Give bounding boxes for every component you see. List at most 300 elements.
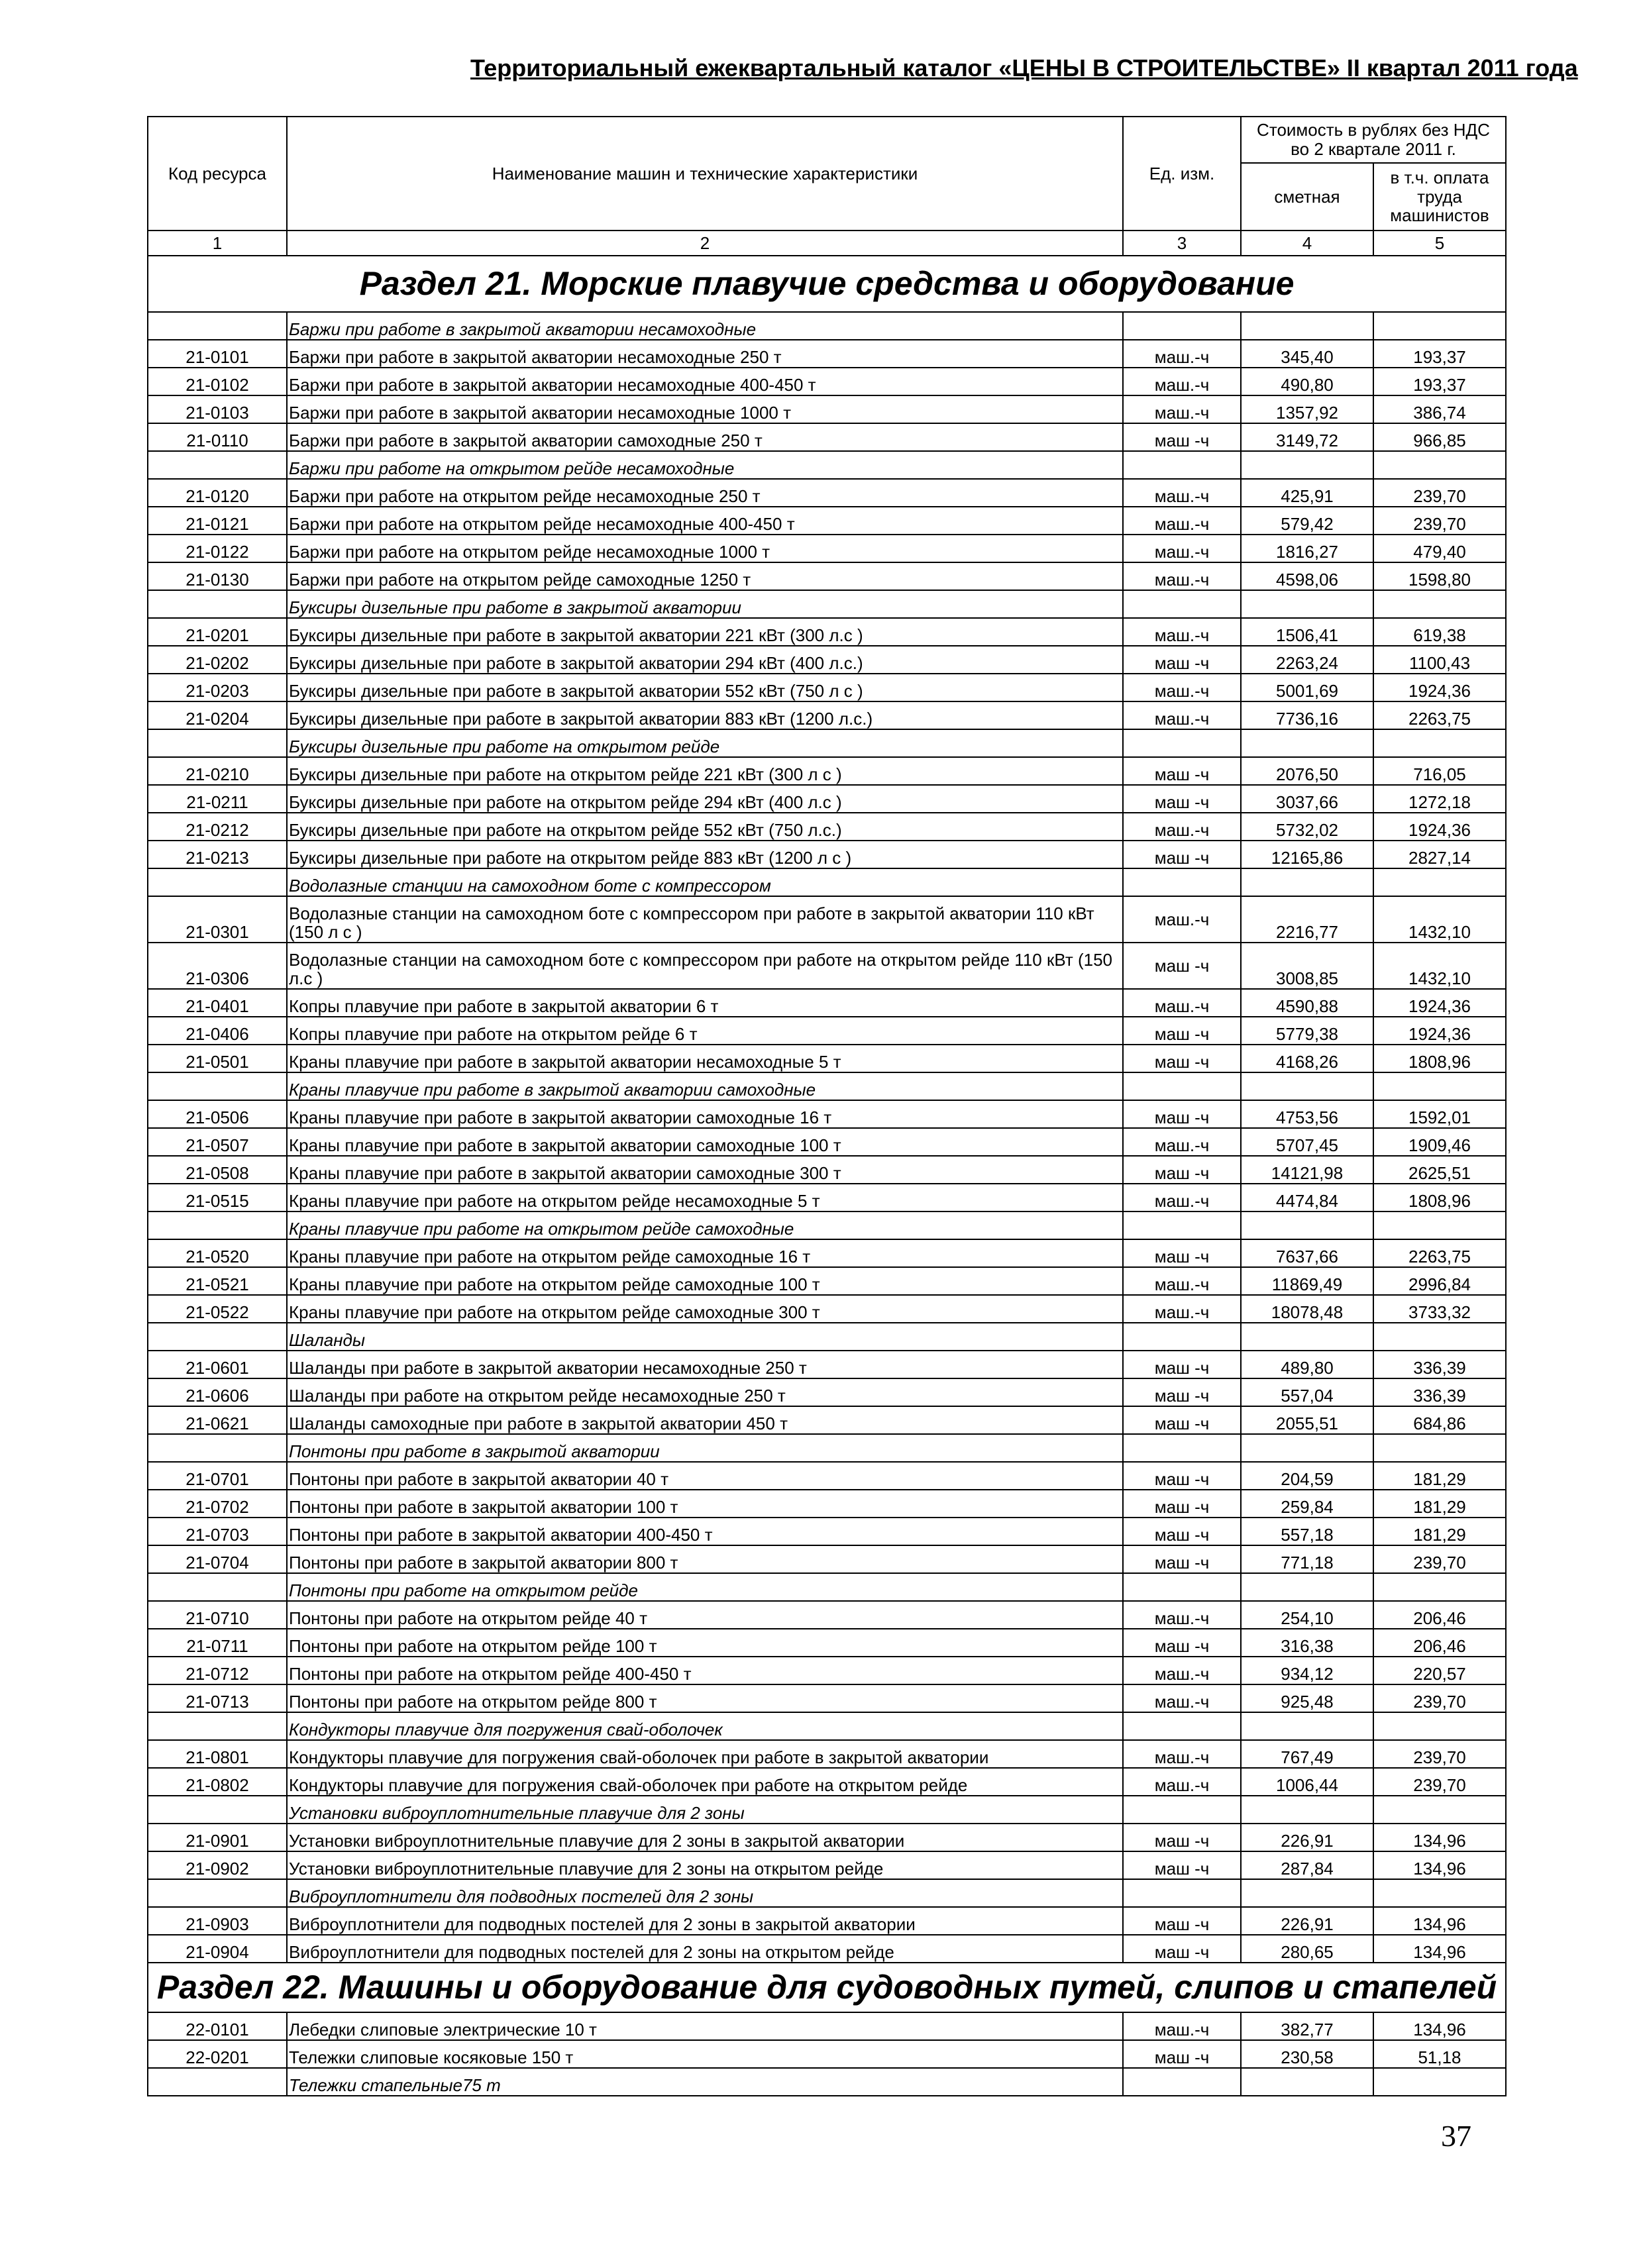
estimate-cost: 2055,51 <box>1241 1406 1373 1434</box>
labor-cost: 2996,84 <box>1373 1267 1506 1295</box>
unit-of-measure: маш -ч <box>1123 1490 1241 1518</box>
subgroup-title: Понтоны при работе в закрытой акватории <box>287 1434 1123 1462</box>
labor-cost: 2263,75 <box>1373 1239 1506 1267</box>
labor-cost: 2827,14 <box>1373 841 1506 868</box>
estimate-cost: 382,77 <box>1241 2012 1373 2040</box>
resource-code-cell <box>148 1573 287 1601</box>
resource-code: 21-0902 <box>148 1851 287 1879</box>
unit-of-measure: маш -ч <box>1123 1156 1241 1184</box>
labor-cost: 181,29 <box>1373 1462 1506 1490</box>
estimate-cost: 2263,24 <box>1241 646 1373 674</box>
estimate-cost: 5732,02 <box>1241 813 1373 841</box>
estimate-cell <box>1241 1796 1373 1824</box>
machine-name: Копры плавучие при работе в закрытой акватории 6 т <box>287 989 1123 1017</box>
machine-name: Понтоны при работе в закрытой акватории 400-450 т <box>287 1518 1123 1545</box>
estimate-cost: 2216,77 <box>1241 896 1373 943</box>
unit-of-measure: маш -ч <box>1123 1239 1241 1267</box>
resource-code-cell <box>148 451 287 479</box>
estimate-cost: 1816,27 <box>1241 535 1373 562</box>
page-header-title: Территориальный ежеквартальный каталог «ЦЕНЫ В СТРОИТЕЛЬСТВЕ» II квартал 2011 года <box>470 54 1578 81</box>
machine-name: Баржи при работе на открытом рейде самоходные 1250 т <box>287 562 1123 590</box>
table-row <box>148 1128 1506 1156</box>
unit-of-measure: маш -ч <box>1123 1351 1241 1378</box>
subgroup-row <box>148 1879 1506 1907</box>
machine-name: Баржи при работе в закрытой акватории самоходные 250 т <box>287 423 1123 451</box>
col-index: 5 <box>1373 231 1506 256</box>
resource-code-cell <box>148 1072 287 1100</box>
estimate-cost: 7637,66 <box>1241 1239 1373 1267</box>
labor-cost: 3733,32 <box>1373 1295 1506 1323</box>
machine-name: Буксиры дизельные при работе на открытом рейде 552 кВт (750 л.с.) <box>287 813 1123 841</box>
unit-of-measure: маш -ч <box>1123 757 1241 785</box>
section-title-row <box>148 256 1506 312</box>
subgroup-title: Баржи при работе на открытом рейде несамоходные <box>287 451 1123 479</box>
unit-of-measure: маш -ч <box>1123 943 1241 989</box>
table-row <box>148 1045 1506 1072</box>
resource-code: 22-0101 <box>148 2012 287 2040</box>
table-row <box>148 1017 1506 1045</box>
machine-name: Понтоны при работе в закрытой акватории 100 т <box>287 1490 1123 1518</box>
table-row <box>148 1518 1506 1545</box>
estimate-cell <box>1241 451 1373 479</box>
unit-of-measure: маш.-ч <box>1123 989 1241 1017</box>
labor-cell <box>1373 868 1506 896</box>
machine-name: Буксиры дизельные при работе в закрытой акватории 221 кВт (300 л.с ) <box>287 618 1123 646</box>
machine-name: Виброуплотнители для подводных постелей для 2 зоны на открытом рейде <box>287 1935 1123 1963</box>
unit-of-measure: маш -ч <box>1123 1824 1241 1851</box>
resource-code-cell <box>148 312 287 340</box>
labor-cost: 386,74 <box>1373 395 1506 423</box>
table-row <box>148 701 1506 729</box>
estimate-cost: 3149,72 <box>1241 423 1373 451</box>
estimate-cost: 287,84 <box>1241 1851 1373 1879</box>
labor-cost: 1924,36 <box>1373 1017 1506 1045</box>
resource-code: 21-0202 <box>148 646 287 674</box>
labor-cost: 181,29 <box>1373 1518 1506 1545</box>
labor-cost: 134,96 <box>1373 2012 1506 2040</box>
resource-code: 21-0713 <box>148 1684 287 1712</box>
resource-code: 21-0203 <box>148 674 287 701</box>
col-index: 1 <box>148 231 287 256</box>
table-row <box>148 562 1506 590</box>
col-header-labor: в т.ч. оплата труда машинистов <box>1373 163 1506 231</box>
resource-code: 21-0102 <box>148 368 287 395</box>
estimate-cost: 489,80 <box>1241 1351 1373 1378</box>
labor-cost: 1272,18 <box>1373 785 1506 813</box>
machine-name: Шаланды при работе на открытом рейде несамоходные 250 т <box>287 1378 1123 1406</box>
estimate-cost: 226,91 <box>1241 1907 1373 1935</box>
col-header-estimate: сметная <box>1241 163 1373 231</box>
machine-name: Баржи при работе в закрытой акватории несамоходные 1000 т <box>287 395 1123 423</box>
resource-code: 21-0406 <box>148 1017 287 1045</box>
labor-cell <box>1373 1879 1506 1907</box>
labor-cost: 1598,80 <box>1373 562 1506 590</box>
machine-name: Буксиры дизельные при работе в закрытой акватории 883 кВт (1200 л.с.) <box>287 701 1123 729</box>
labor-cost: 2625,51 <box>1373 1156 1506 1184</box>
table-row <box>148 1267 1506 1295</box>
estimate-cost: 579,42 <box>1241 507 1373 535</box>
labor-cell <box>1373 312 1506 340</box>
estimate-cell <box>1241 868 1373 896</box>
machine-name: Краны плавучие при работе в закрытой акватории самоходные 16 т <box>287 1100 1123 1128</box>
estimate-cost: 230,58 <box>1241 2040 1373 2068</box>
unit-of-measure: маш.-ч <box>1123 562 1241 590</box>
subgroup-title: Шаланды <box>287 1323 1123 1351</box>
table-row <box>148 1851 1506 1879</box>
labor-cell <box>1373 729 1506 757</box>
estimate-cost: 925,48 <box>1241 1684 1373 1712</box>
machine-name: Краны плавучие при работе на открытом рейде самоходные 100 т <box>287 1267 1123 1295</box>
resource-code: 21-0704 <box>148 1545 287 1573</box>
resource-code-cell <box>148 1434 287 1462</box>
table-row <box>148 785 1506 813</box>
resource-code: 21-0606 <box>148 1378 287 1406</box>
estimate-cell <box>1241 590 1373 618</box>
labor-cost: 336,39 <box>1373 1351 1506 1378</box>
resource-code: 21-0515 <box>148 1184 287 1211</box>
resource-code-cell <box>148 1796 287 1824</box>
table-row <box>148 813 1506 841</box>
resource-code: 21-0711 <box>148 1629 287 1657</box>
resource-code: 21-0801 <box>148 1740 287 1768</box>
machine-name: Буксиры дизельные при работе на открытом рейде 221 кВт (300 л с ) <box>287 757 1123 785</box>
labor-cost: 1808,96 <box>1373 1045 1506 1072</box>
table-row <box>148 423 1506 451</box>
subgroup-row <box>148 1211 1506 1239</box>
estimate-cost: 3037,66 <box>1241 785 1373 813</box>
labor-cell <box>1373 2068 1506 2096</box>
unit-of-measure: маш.-ч <box>1123 1657 1241 1684</box>
machine-name: Краны плавучие при работе на открытом рейде несамоходные 5 т <box>287 1184 1123 1211</box>
col-header-unit: Ед. изм. <box>1123 117 1241 231</box>
subgroup-title: Понтоны при работе на открытом рейде <box>287 1573 1123 1601</box>
machine-name: Понтоны при работе на открытом рейде 800 т <box>287 1684 1123 1712</box>
column-index-row <box>148 231 1506 256</box>
unit-cell <box>1123 1323 1241 1351</box>
labor-cost: 966,85 <box>1373 423 1506 451</box>
resource-code: 21-0601 <box>148 1351 287 1378</box>
estimate-cost: 18078,48 <box>1241 1295 1373 1323</box>
labor-cost: 51,18 <box>1373 2040 1506 2068</box>
subgroup-title: Буксиры дизельные при работе на открытом рейде <box>287 729 1123 757</box>
estimate-cost: 11869,49 <box>1241 1267 1373 1295</box>
subgroup-row <box>148 1434 1506 1462</box>
page-number: 37 <box>1441 2119 1471 2153</box>
unit-of-measure: маш -ч <box>1123 1518 1241 1545</box>
resource-code: 21-0712 <box>148 1657 287 1684</box>
resource-code: 21-0201 <box>148 618 287 646</box>
estimate-cost: 259,84 <box>1241 1490 1373 1518</box>
resource-code: 21-0521 <box>148 1267 287 1295</box>
machine-name: Баржи при работе на открытом рейде несамоходные 250 т <box>287 479 1123 507</box>
labor-cost: 1432,10 <box>1373 943 1506 989</box>
resource-code-cell <box>148 2068 287 2096</box>
labor-cost: 193,37 <box>1373 340 1506 368</box>
resource-code: 21-0213 <box>148 841 287 868</box>
labor-cost: 134,96 <box>1373 1824 1506 1851</box>
machine-name: Баржи при работе в закрытой акватории несамоходные 250 т <box>287 340 1123 368</box>
unit-cell <box>1123 1072 1241 1100</box>
machine-name: Кондукторы плавучие для погружения свай-оболочек при работе в закрытой акватории <box>287 1740 1123 1768</box>
table-header-row-1 <box>148 117 1506 163</box>
table-row <box>148 674 1506 701</box>
table-row <box>148 507 1506 535</box>
price-table <box>147 116 1507 2096</box>
subgroup-title: Буксиры дизельные при работе в закрытой акватории <box>287 590 1123 618</box>
resource-code-cell <box>148 1211 287 1239</box>
subgroup-title: Краны плавучие при работе на открытом рейде самоходные <box>287 1211 1123 1239</box>
machine-name: Лебедки слиповые электрические 10 т <box>287 2012 1123 2040</box>
machine-name: Краны плавучие при работе в закрытой акватории самоходные 100 т <box>287 1128 1123 1156</box>
table-row <box>148 1545 1506 1573</box>
estimate-cost: 4474,84 <box>1241 1184 1373 1211</box>
unit-of-measure: маш -ч <box>1123 646 1241 674</box>
unit-of-measure: маш.-ч <box>1123 340 1241 368</box>
col-index: 3 <box>1123 231 1241 256</box>
resource-code: 21-0122 <box>148 535 287 562</box>
machine-name: Понтоны при работе в закрытой акватории 40 т <box>287 1462 1123 1490</box>
resource-code: 21-0520 <box>148 1239 287 1267</box>
col-header-cost-group: Стоимость в рублях без НДС во 2 квартале 2011 г. <box>1241 117 1506 163</box>
resource-code: 21-0110 <box>148 423 287 451</box>
labor-cost: 220,57 <box>1373 1657 1506 1684</box>
unit-of-measure: маш -ч <box>1123 1545 1241 1573</box>
resource-code: 21-0904 <box>148 1935 287 1963</box>
table-row <box>148 943 1506 989</box>
estimate-cost: 345,40 <box>1241 340 1373 368</box>
estimate-cost: 767,49 <box>1241 1740 1373 1768</box>
section-title: Раздел 22. Машины и оборудование для судоводных путей, слипов и стапелей <box>148 1963 1506 2012</box>
resource-code: 21-0301 <box>148 896 287 943</box>
estimate-cell <box>1241 729 1373 757</box>
table-row <box>148 2012 1506 2040</box>
labor-cell <box>1373 1072 1506 1100</box>
unit-of-measure: маш -ч <box>1123 1629 1241 1657</box>
estimate-cost: 3008,85 <box>1241 943 1373 989</box>
section-title-row <box>148 1963 1506 2012</box>
resource-code: 21-0508 <box>148 1156 287 1184</box>
unit-cell <box>1123 590 1241 618</box>
unit-cell <box>1123 729 1241 757</box>
estimate-cell <box>1241 1072 1373 1100</box>
resource-code: 21-0507 <box>148 1128 287 1156</box>
resource-code: 21-0212 <box>148 813 287 841</box>
machine-name: Водолазные станции на самоходном боте с компрессором при работе в закрытой акватории 110 кВт (150 л с ) <box>287 896 1123 943</box>
resource-code: 21-0103 <box>148 395 287 423</box>
table-row <box>148 1295 1506 1323</box>
table-row <box>148 2040 1506 2068</box>
labor-cell <box>1373 451 1506 479</box>
estimate-cost: 14121,98 <box>1241 1156 1373 1184</box>
table-row <box>148 896 1506 943</box>
estimate-cost: 557,18 <box>1241 1518 1373 1545</box>
labor-cost: 1808,96 <box>1373 1184 1506 1211</box>
table-row <box>148 1740 1506 1768</box>
subgroup-row <box>148 1323 1506 1351</box>
machine-name: Водолазные станции на самоходном боте с компрессором при работе на открытом рейде 110 кВт (150 л.с ) <box>287 943 1123 989</box>
labor-cost: 134,96 <box>1373 1851 1506 1879</box>
estimate-cell <box>1241 1434 1373 1462</box>
labor-cost: 239,70 <box>1373 1545 1506 1573</box>
machine-name: Краны плавучие при работе на открытом рейде самоходные 300 т <box>287 1295 1123 1323</box>
subgroup-title: Установки виброуплотнительные плавучие для 2 зоны <box>287 1796 1123 1824</box>
unit-of-measure: маш.-ч <box>1123 1295 1241 1323</box>
machine-name: Баржи при работе в закрытой акватории несамоходные 400-450 т <box>287 368 1123 395</box>
subgroup-row <box>148 868 1506 896</box>
table-row <box>148 479 1506 507</box>
unit-of-measure: маш -ч <box>1123 1462 1241 1490</box>
unit-cell <box>1123 2068 1241 2096</box>
estimate-cell <box>1241 1211 1373 1239</box>
labor-cost: 239,70 <box>1373 1768 1506 1796</box>
estimate-cost: 1506,41 <box>1241 618 1373 646</box>
unit-of-measure: маш -ч <box>1123 785 1241 813</box>
resource-code-cell <box>148 590 287 618</box>
unit-of-measure: маш -ч <box>1123 423 1241 451</box>
machine-name: Буксиры дизельные при работе в закрытой акватории 552 кВт (750 л с ) <box>287 674 1123 701</box>
unit-of-measure: маш.-ч <box>1123 507 1241 535</box>
table-row <box>148 1907 1506 1935</box>
resource-code: 21-0710 <box>148 1601 287 1629</box>
labor-cost: 1924,36 <box>1373 989 1506 1017</box>
resource-code: 21-0121 <box>148 507 287 535</box>
table-row <box>148 395 1506 423</box>
estimate-cost: 204,59 <box>1241 1462 1373 1490</box>
resource-code-cell <box>148 729 287 757</box>
col-index: 2 <box>287 231 1123 256</box>
subgroup-title: Кондукторы плавучие для погружения свай-оболочек <box>287 1712 1123 1740</box>
labor-cost: 684,86 <box>1373 1406 1506 1434</box>
unit-of-measure: маш -ч <box>1123 1907 1241 1935</box>
machine-name: Установки виброуплотнительные плавучие для 2 зоны в закрытой акватории <box>287 1824 1123 1851</box>
machine-name: Баржи при работе на открытом рейде несамоходные 1000 т <box>287 535 1123 562</box>
table-row <box>148 1351 1506 1378</box>
machine-name: Понтоны при работе на открытом рейде 100 т <box>287 1629 1123 1657</box>
unit-of-measure: маш.-ч <box>1123 1267 1241 1295</box>
estimate-cost: 5779,38 <box>1241 1017 1373 1045</box>
unit-cell <box>1123 868 1241 896</box>
subgroup-row <box>148 312 1506 340</box>
machine-name: Краны плавучие при работе на открытом рейде самоходные 16 т <box>287 1239 1123 1267</box>
estimate-cost: 425,91 <box>1241 479 1373 507</box>
subgroup-row <box>148 1712 1506 1740</box>
labor-cell <box>1373 590 1506 618</box>
resource-code: 21-0703 <box>148 1518 287 1545</box>
unit-of-measure: маш -ч <box>1123 1851 1241 1879</box>
subgroup-row <box>148 1573 1506 1601</box>
unit-cell <box>1123 1712 1241 1740</box>
machine-name: Тележки слиповые косяковые 150 т <box>287 2040 1123 2068</box>
labor-cost: 1100,43 <box>1373 646 1506 674</box>
labor-cell <box>1373 1323 1506 1351</box>
unit-of-measure: маш.-ч <box>1123 1184 1241 1211</box>
table-row <box>148 1462 1506 1490</box>
table-row <box>148 1824 1506 1851</box>
resource-code: 21-0802 <box>148 1768 287 1796</box>
resource-code: 21-0130 <box>148 562 287 590</box>
resource-code: 21-0901 <box>148 1824 287 1851</box>
table-row <box>148 535 1506 562</box>
labor-cell <box>1373 1573 1506 1601</box>
labor-cost: 716,05 <box>1373 757 1506 785</box>
estimate-cost: 1357,92 <box>1241 395 1373 423</box>
estimate-cost: 280,65 <box>1241 1935 1373 1963</box>
labor-cost: 239,70 <box>1373 479 1506 507</box>
machine-name: Понтоны при работе на открытом рейде 400-450 т <box>287 1657 1123 1684</box>
resource-code-cell <box>148 1323 287 1351</box>
unit-of-measure: маш.-ч <box>1123 535 1241 562</box>
table-row <box>148 841 1506 868</box>
labor-cost: 1924,36 <box>1373 813 1506 841</box>
labor-cost: 2263,75 <box>1373 701 1506 729</box>
table-row <box>148 1184 1506 1211</box>
labor-cost: 134,96 <box>1373 1907 1506 1935</box>
estimate-cell <box>1241 1712 1373 1740</box>
col-header-name: Наименование машин и технические характеристики <box>287 117 1123 231</box>
estimate-cost: 1006,44 <box>1241 1768 1373 1796</box>
resource-code-cell <box>148 868 287 896</box>
estimate-cost: 12165,86 <box>1241 841 1373 868</box>
resource-code: 21-0701 <box>148 1462 287 1490</box>
subgroup-row <box>148 1796 1506 1824</box>
unit-cell <box>1123 1796 1241 1824</box>
machine-name: Кондукторы плавучие для погружения свай-оболочек при работе на открытом рейде <box>287 1768 1123 1796</box>
unit-of-measure: маш.-ч <box>1123 701 1241 729</box>
labor-cell <box>1373 1796 1506 1824</box>
col-header-code: Код ресурса <box>148 117 287 231</box>
table-row <box>148 1490 1506 1518</box>
table-row <box>148 1657 1506 1684</box>
subgroup-row <box>148 451 1506 479</box>
subgroup-title: Тележки стапельные75 т <box>287 2068 1123 2096</box>
resource-code-cell <box>148 1879 287 1907</box>
machine-name: Буксиры дизельные при работе на открытом рейде 883 кВт (1200 л с ) <box>287 841 1123 868</box>
subgroup-row <box>148 590 1506 618</box>
unit-of-measure: маш.-ч <box>1123 813 1241 841</box>
table-row <box>148 1935 1506 1963</box>
labor-cost: 1909,46 <box>1373 1128 1506 1156</box>
labor-cost: 193,37 <box>1373 368 1506 395</box>
subgroup-row <box>148 729 1506 757</box>
subgroup-title: Баржи при работе в закрытой акватории несамоходные <box>287 312 1123 340</box>
unit-of-measure: маш.-ч <box>1123 479 1241 507</box>
unit-of-measure: маш -ч <box>1123 1378 1241 1406</box>
labor-cost: 239,70 <box>1373 507 1506 535</box>
resource-code: 21-0210 <box>148 757 287 785</box>
labor-cost: 336,39 <box>1373 1378 1506 1406</box>
table-row <box>148 757 1506 785</box>
machine-name: Шаланды самоходные при работе в закрытой акватории 450 т <box>287 1406 1123 1434</box>
estimate-cell <box>1241 1879 1373 1907</box>
unit-of-measure: маш -ч <box>1123 1045 1241 1072</box>
estimate-cost: 771,18 <box>1241 1545 1373 1573</box>
labor-cost: 239,70 <box>1373 1740 1506 1768</box>
estimate-cost: 226,91 <box>1241 1824 1373 1851</box>
estimate-cost: 4590,88 <box>1241 989 1373 1017</box>
unit-of-measure: маш.-ч <box>1123 674 1241 701</box>
estimate-cost: 557,04 <box>1241 1378 1373 1406</box>
labor-cost: 479,40 <box>1373 535 1506 562</box>
resource-code: 21-0101 <box>148 340 287 368</box>
machine-name: Краны плавучие при работе в закрытой акватории несамоходные 5 т <box>287 1045 1123 1072</box>
machine-name: Краны плавучие при работе в закрытой акватории самоходные 300 т <box>287 1156 1123 1184</box>
unit-of-measure: маш.-ч <box>1123 368 1241 395</box>
resource-code: 21-0211 <box>148 785 287 813</box>
labor-cost: 206,46 <box>1373 1601 1506 1629</box>
table-row <box>148 1629 1506 1657</box>
unit-of-measure: маш -ч <box>1123 841 1241 868</box>
machine-name: Баржи при работе на открытом рейде несамоходные 400-450 т <box>287 507 1123 535</box>
